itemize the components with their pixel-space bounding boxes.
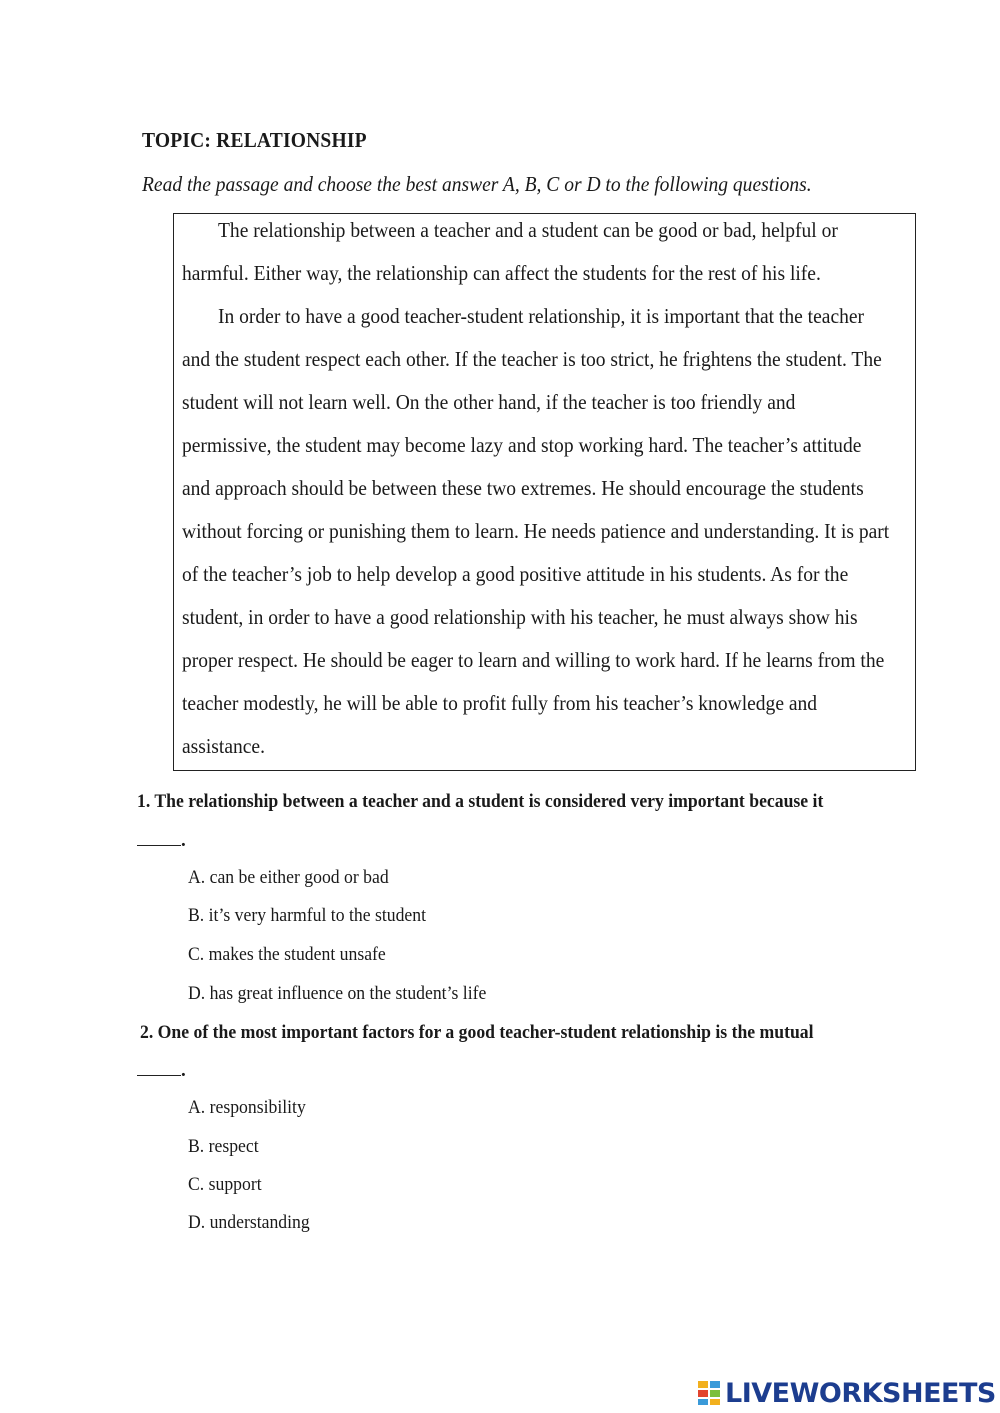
passage-line: student will not learn well. On the other hand, if the teacher is too friendly and xyxy=(182,390,796,414)
blank-end: . xyxy=(181,1060,186,1081)
question-1-option-d[interactable]: D. has great influence on the student’s life xyxy=(188,983,487,1004)
question-2-option-a[interactable]: A. responsibility xyxy=(188,1097,306,1118)
passage-line: teacher modestly, he will be able to profit fully from his teacher’s knowledge and xyxy=(182,691,818,715)
topic-heading: TOPIC: RELATIONSHIP xyxy=(142,128,367,152)
blank-line xyxy=(137,831,181,846)
passage-line: and approach should be between these two extremes. He should encourage the students xyxy=(182,476,864,500)
liveworksheets-logo-icon xyxy=(697,1380,721,1406)
question-1-blank[interactable] xyxy=(137,830,186,852)
passage-line: assistance. xyxy=(182,734,265,758)
blank-end: . xyxy=(181,830,186,851)
instruction-text: Read the passage and choose the best answer A, B, C or D to the following questions. xyxy=(142,172,812,196)
question-2-option-d[interactable]: D. understanding xyxy=(188,1212,310,1233)
passage-line: of the teacher’s job to help develop a good positive attitude in his students. As for the xyxy=(182,562,849,586)
question-1-text: 1. The relationship between a teacher and a student is considered very important because it xyxy=(137,791,824,812)
passage-line: and the student respect each other. If the teacher is too strict, he frightens the student. The xyxy=(182,347,882,371)
passage-line: student, in order to have a good relationship with his teacher, he must always show his xyxy=(182,605,858,629)
question-2-option-b[interactable]: B. respect xyxy=(188,1136,259,1157)
question-2-text: 2. One of the most important factors for a good teacher-student relationship is the mutual xyxy=(140,1022,814,1043)
question-1-option-c[interactable]: C. makes the student unsafe xyxy=(188,944,386,965)
passage-line: proper respect. He should be eager to learn and willing to work hard. If he learns from the xyxy=(182,648,885,672)
blank-line xyxy=(137,1061,181,1076)
question-1-option-a[interactable]: A. can be either good or bad xyxy=(188,867,389,888)
reading-passage xyxy=(173,213,916,771)
passage-line: harmful. Either way, the relationship can affect the students for the rest of his life. xyxy=(182,261,821,285)
question-2-blank[interactable] xyxy=(137,1060,186,1082)
passage-line: without forcing or punishing them to learn. He needs patience and understanding. It is part xyxy=(182,519,890,543)
passage-line: In order to have a good teacher-student relationship, it is important that the teacher xyxy=(218,304,865,328)
passage-line: The relationship between a teacher and a student can be good or bad, helpful or xyxy=(218,218,838,242)
logo-text: LIVEWORKSHEETS xyxy=(725,1377,996,1409)
passage-line: permissive, the student may become lazy and stop working hard. The teacher’s attitude xyxy=(182,433,862,457)
question-1-option-b[interactable]: B. it’s very harmful to the student xyxy=(188,905,427,926)
liveworksheets-logo[interactable] xyxy=(697,1378,996,1408)
question-2-option-c[interactable]: C. support xyxy=(188,1174,262,1195)
